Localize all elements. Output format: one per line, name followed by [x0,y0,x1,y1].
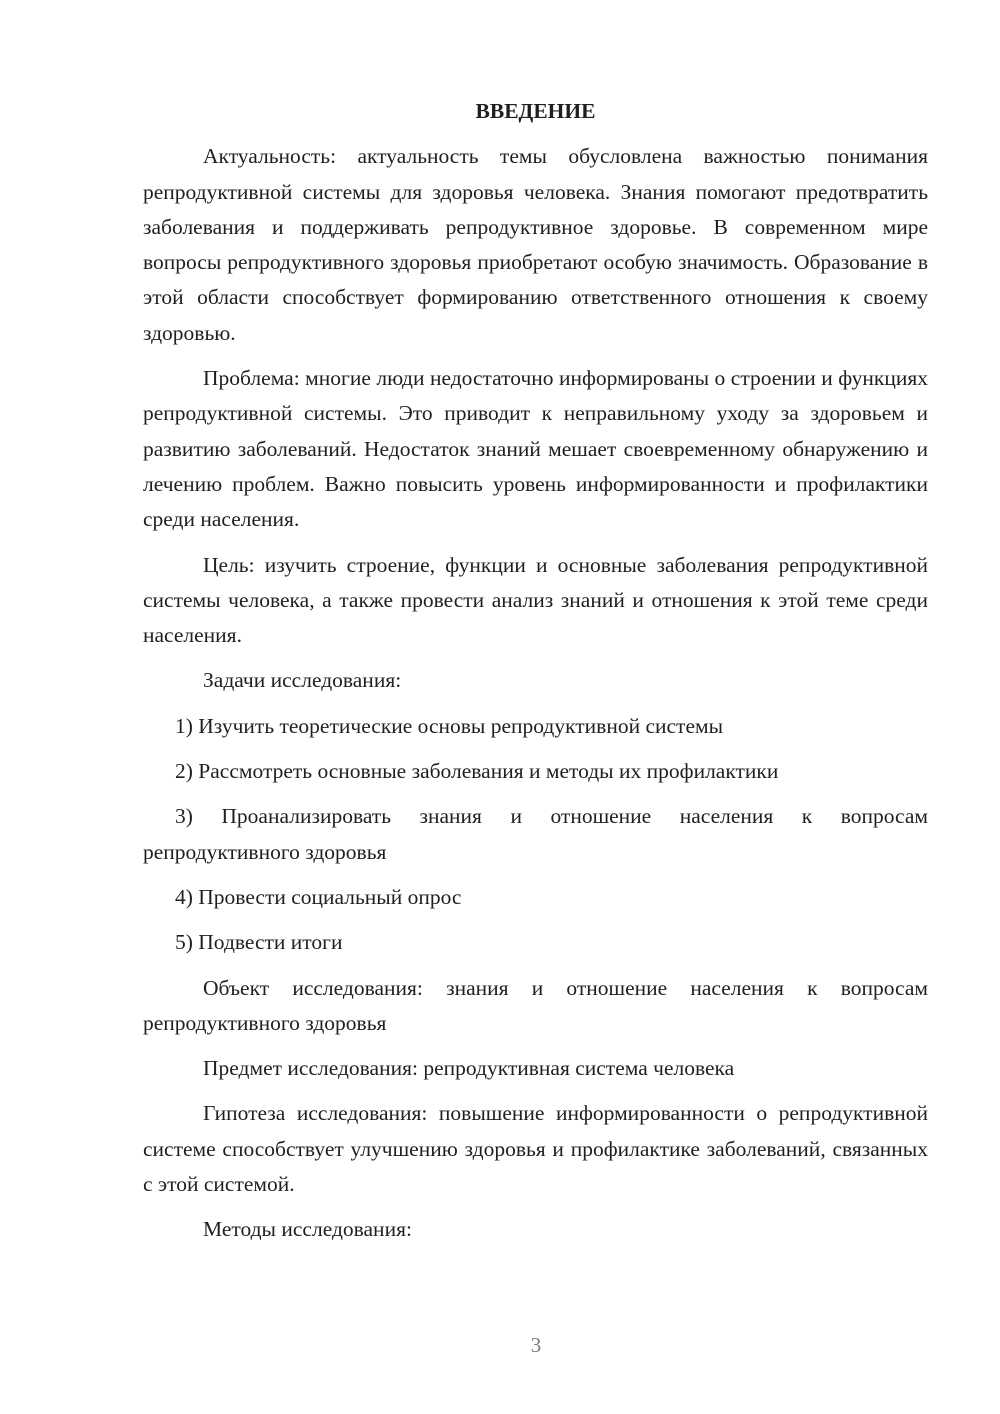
section-title: ВВЕДЕНИЕ [475,99,596,123]
methods-heading: Методы исследования: [203,1217,412,1242]
page-number: 3 [530,1333,542,1357]
task-item: 2) Рассмотреть основные заболевания и методы их профилактики [175,759,779,784]
task-item: 5) Подвести итоги [175,930,343,955]
tasks-heading: Задачи исследования: [203,668,402,693]
task-item: 3) Проанализировать знания и отношение населения к вопросам репродуктивного здоровья [143,804,928,864]
task-item: 1) Изучить теоретические основы репродуктивной системы [175,713,724,738]
goal-paragraph: Цель: изучить строение, функции и основные заболевания репродуктивной системы человека, а также провести анализ знаний и отношения к этой теме среди населения. [143,552,928,648]
subject-paragraph: Предмет исследования: репродуктивная система человека [203,1056,735,1081]
tasks-list [143,709,928,961]
relevance-paragraph: Актуальность: актуальность темы обусловлена важностью понимания репродуктивной системы для здоровья человека. Знания помогают предотвратить заболевания и поддерживать репродуктивное здоровье. В современном мире вопросы репродуктивного здоровья приобретают особую значимость. Образование в этой области способствует формированию ответственного отношения к своему здоровью. [143,144,928,345]
hypothesis-paragraph: Гипотеза исследования: повышение информированности о репродуктивной системе способствует улучшению здоровья и профилактике заболеваний, связанных с этой системой. [143,1101,928,1197]
document-body [143,94,928,1258]
problem-paragraph: Проблема: многие люди недостаточно информированы о строении и функциях репродуктивной системы. Это приводит к неправильному уходу за здоровьем и развитию заболеваний. Недостаток знаний мешает своевременному обнаружению и лечению проблем. Важно повысить уровень информированности и профилактики среди населения. [143,366,928,532]
object-paragraph: Объект исследования: знания и отношение населения к вопросам репродуктивного здоровья [143,975,928,1035]
task-item: 4) Провести социальный опрос [175,884,462,909]
